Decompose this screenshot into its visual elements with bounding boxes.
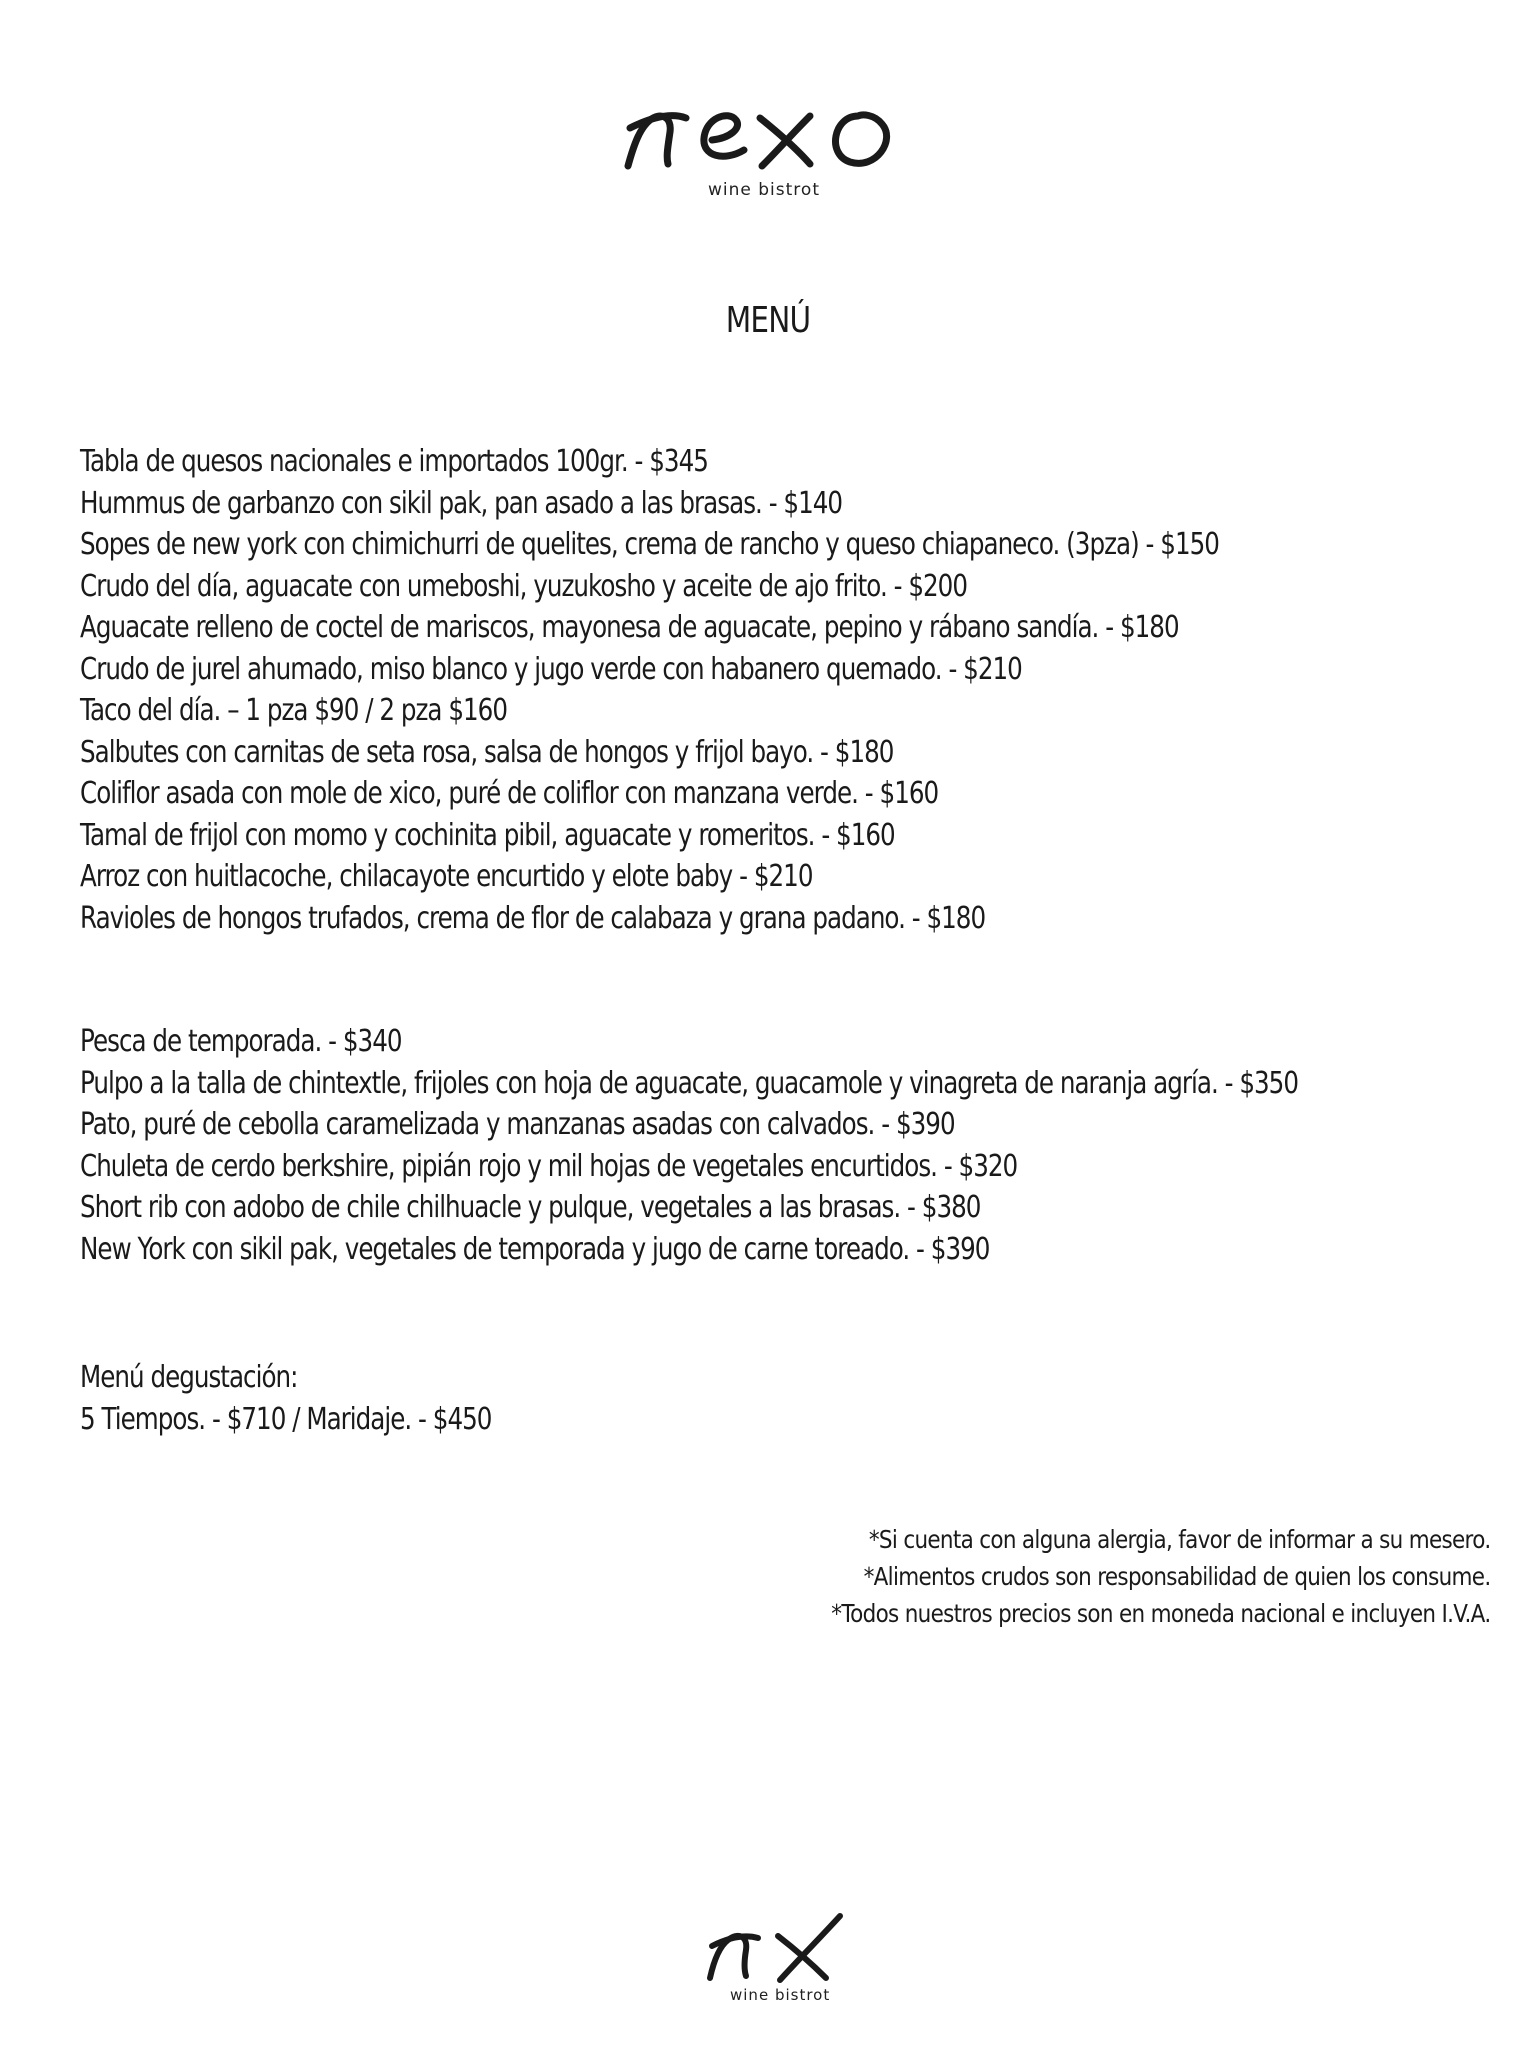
nexo-logo-mark: [620, 84, 920, 174]
menu-item: Pesca de temporada. - $340: [80, 1024, 402, 1059]
menu-item: Crudo del día, aguacate con umeboshi, yuzukosho y aceite de ajo frito. - $200: [80, 568, 968, 604]
menu-item: Tabla de quesos nacionales e importados 100gr. - $345: [80, 444, 708, 479]
menu-item: Arroz con huitlacoche, chilacayote encurtido y elote baby - $210: [80, 859, 813, 894]
footer-logo: [700, 1906, 860, 2016]
menu-item: Short rib con adobo de chile chilhuacle y pulque, vegetales a las brasas. - $380: [80, 1190, 981, 1225]
mains-section: [80, 1021, 1500, 1270]
menu-item: Pulpo a la talla de chintextle, frijoles con hoja de aguacate, guacamole y vinagreta de naranja agría. - $350: [80, 1065, 1299, 1101]
menu-item: Coliflor asada con mole de xico, puré de coliflor con manzana verde. - $160: [80, 776, 939, 811]
menu-item: Tamal de frijol con momo y cochinita pibil, aguacate y romeritos. - $160: [80, 817, 895, 853]
tasting-price: 5 Tiempos. - $710 / Maridaje. - $450: [80, 1401, 492, 1437]
menu-item: Aguacate relleno de coctel de mariscos, mayonesa de aguacate, pepino y rábano sandía. - $180: [80, 610, 1179, 645]
menu-item: Sopes de new york con chimichurri de quelites, crema de rancho y queso chiapaneco. (3pza) - $150: [80, 527, 1219, 562]
menu-item: New York con sikil pak, vegetales de temporada y jugo de carne toreado. - $390: [80, 1231, 990, 1267]
menu-item: Chuleta de cerdo berkshire, pipián rojo y mil hojas de vegetales encurtidos. - $320: [80, 1148, 1018, 1184]
note-prices: *Todos nuestros precios son en moneda nacional e incluyen I.V.A.: [830, 1599, 1490, 1628]
menu-item: Taco del día. – 1 pza $90 / 2 pza $160: [80, 693, 508, 728]
menu-item: Pato, puré de cebolla caramelizada y manzanas asadas con calvados. - $390: [80, 1107, 955, 1142]
logo-subtitle: wine bistrot: [708, 180, 820, 200]
menu-item: Hummus de garbanzo con sikil pak, pan asado a las brasas. - $140: [80, 485, 843, 521]
note-raw-food: *Alimentos crudos son responsabilidad de quien los consume.: [863, 1562, 1490, 1591]
tasting-heading: Menú degustación:: [80, 1360, 298, 1395]
menu-item: Crudo de jurel ahumado, miso blanco y jugo verde con habanero quemado. - $210: [80, 651, 1022, 687]
menu-item: Ravioles de hongos trufados, crema de flor de calabaza y grana padano. - $180: [80, 900, 986, 936]
page-title: MENÚ: [725, 300, 811, 341]
nx-logo-mark: [700, 1906, 860, 1986]
starters-section: [80, 441, 1500, 939]
footer-logo-subtitle: wine bistrot: [730, 1986, 831, 2004]
tasting-section: [80, 1357, 1500, 1440]
note-allergy: *Si cuenta con alguna alergia, favor de informar a su mesero.: [868, 1525, 1490, 1554]
disclaimer-notes: [724, 1521, 1490, 1632]
menu-item: Salbutes con carnitas de seta rosa, salsa de hongos y frijol bayo. - $180: [80, 734, 894, 770]
brand-logo: [620, 84, 920, 204]
